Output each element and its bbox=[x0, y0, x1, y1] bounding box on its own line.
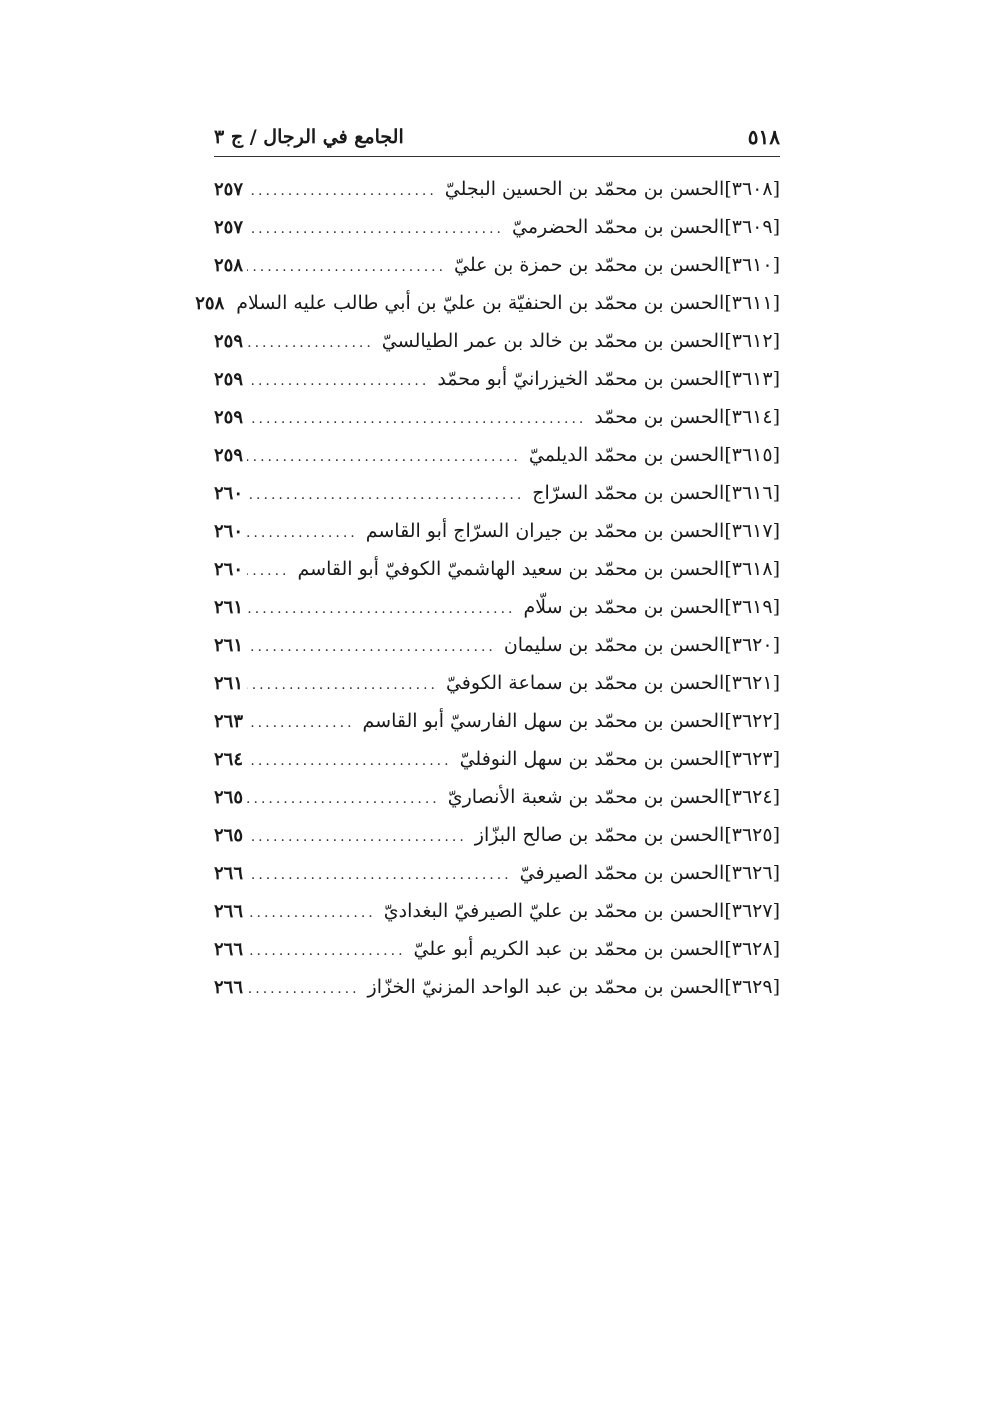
dot-leader bbox=[247, 552, 289, 590]
entry-page: ٢٦٦ bbox=[214, 863, 244, 884]
dot-leader bbox=[247, 742, 452, 780]
entry-title: الحسن بن محمّد بن سهل الفارسيّ أبو القاسم bbox=[362, 710, 725, 732]
running-title: الجامع في الرجال / ج ٣ bbox=[214, 126, 404, 148]
dot-leader bbox=[247, 818, 467, 856]
entry-number: [٣٦٢٦] bbox=[724, 862, 780, 884]
entry-page: ٢٥٩ bbox=[214, 331, 244, 352]
toc-entry bbox=[214, 512, 780, 550]
page-header bbox=[214, 122, 780, 152]
entry-title: الحسن بن محمّد بن سليمان bbox=[503, 634, 725, 656]
entry-page: ٢٦٦ bbox=[214, 977, 244, 998]
dot-leader bbox=[247, 628, 496, 666]
dot-leader bbox=[247, 970, 360, 1008]
entry-number: [٣٦٠٨] bbox=[724, 178, 780, 200]
page-number: ٥١٨ bbox=[747, 125, 780, 149]
entry-page: ٢٥٧ bbox=[214, 217, 244, 238]
entry-number: [٣٦٢٠] bbox=[724, 634, 780, 656]
entry-number: [٣٦٢١] bbox=[724, 672, 780, 694]
entry-title: الحسن بن محمّد بن سعيد الهاشميّ الكوفيّ أبو القاسم bbox=[297, 558, 725, 580]
entry-page: ٢٦٤ bbox=[214, 749, 244, 770]
entry-title: الحسن بن محمّد الخيزرانيّ أبو محمّد bbox=[437, 368, 725, 390]
entry-number: [٣٦٢٨] bbox=[724, 938, 780, 960]
entry-title: الحسن بن محمّد بن الحنفيّة بن عليّ بن أبي طالب عليه السلام bbox=[236, 292, 725, 314]
entry-number: [٣٦٢٩] bbox=[724, 976, 780, 998]
entry-title: الحسن بن محمّد بن سماعة الكوفيّ bbox=[445, 672, 725, 694]
toc-entry bbox=[214, 626, 780, 664]
dot-leader bbox=[247, 438, 521, 476]
entry-title: الحسن بن محمّد بن خالد بن عمر الطيالسيّ bbox=[381, 330, 725, 352]
dot-leader bbox=[247, 666, 438, 704]
entry-number: [٣٦٢٤] bbox=[724, 786, 780, 808]
entry-title: الحسن بن محمّد الديلميّ bbox=[528, 444, 725, 466]
entry-page: ٢٦٥ bbox=[214, 825, 244, 846]
entry-title: الحسن بن محمّد الحضرميّ bbox=[512, 216, 725, 238]
entry-number: [٣٦٢٢] bbox=[724, 710, 780, 732]
entry-title: الحسن بن محمّد بن عبد الواحد المزنيّ الخزّاز bbox=[367, 976, 725, 998]
entry-title: الحسن بن محمّد بن سلّام bbox=[523, 596, 725, 618]
dot-leader bbox=[247, 590, 515, 628]
entry-number: [٣٦١٢] bbox=[724, 330, 780, 352]
entry-number: [٣٦١٨] bbox=[724, 558, 780, 580]
toc-entry bbox=[214, 246, 780, 284]
toc-entry bbox=[214, 360, 780, 398]
entry-title: الحسن بن محمّد السرّاج bbox=[532, 482, 725, 504]
entry-page: ٢٥٧ bbox=[214, 179, 244, 200]
dot-leader bbox=[247, 514, 358, 552]
entry-number: [٣٦١١] bbox=[724, 292, 780, 314]
toc-entry bbox=[214, 740, 780, 778]
dot-leader bbox=[247, 400, 586, 438]
entry-page: ٢٥٩ bbox=[214, 445, 244, 466]
entry-title: الحسن بن محمّد بن صالح البزّاز bbox=[474, 824, 725, 846]
entry-number: [٣٦٢٥] bbox=[724, 824, 780, 846]
toc-entry bbox=[195, 284, 780, 322]
toc-entry bbox=[214, 208, 780, 246]
entry-number: [٣٦١٩] bbox=[724, 596, 780, 618]
entry-page: ٢٦٠ bbox=[214, 521, 244, 542]
toc-entry bbox=[214, 170, 780, 208]
dot-leader bbox=[247, 856, 512, 894]
entry-page: ٢٥٩ bbox=[214, 369, 244, 390]
dot-leader bbox=[247, 324, 374, 362]
toc-entry bbox=[214, 398, 780, 436]
entry-number: [٣٦١٤] bbox=[724, 406, 780, 428]
dot-leader bbox=[247, 780, 440, 818]
toc-entry bbox=[214, 854, 780, 892]
entry-number: [٣٦١٠] bbox=[724, 254, 780, 276]
entry-title: الحسن بن محمّد بن سهل النوفليّ bbox=[459, 748, 725, 770]
entry-page: ٢٦١ bbox=[214, 673, 244, 694]
entry-title: الحسن بن محمّد بن شعبة الأنصاريّ bbox=[447, 786, 725, 808]
entry-page: ٢٥٩ bbox=[214, 407, 244, 428]
toc-entry bbox=[214, 588, 780, 626]
entry-number: [٣٦١٦] bbox=[724, 482, 780, 504]
dot-leader bbox=[247, 210, 504, 248]
dot-leader bbox=[247, 932, 406, 970]
entry-number: [٣٦٢٧] bbox=[724, 900, 780, 922]
entry-title: الحسن بن محمّد بن الحسين البجليّ bbox=[444, 178, 725, 200]
entry-page: ٢٦١ bbox=[214, 597, 244, 618]
entry-page: ٢٦٠ bbox=[214, 559, 244, 580]
entry-number: [٣٦١٣] bbox=[724, 368, 780, 390]
entry-page: ٢٦٥ bbox=[214, 787, 244, 808]
dot-leader bbox=[247, 248, 446, 286]
entry-title: الحسن بن محمّد بن جيران السرّاج أبو القاسم bbox=[365, 520, 725, 542]
toc-entry bbox=[214, 892, 780, 930]
entry-page: ٢٦١ bbox=[214, 635, 244, 656]
entry-title: الحسن بن محمّد بن عبد الكريم أبو عليّ bbox=[413, 938, 725, 960]
toc-entry bbox=[214, 322, 780, 360]
entry-page: ٢٥٨ bbox=[195, 293, 225, 314]
dot-leader bbox=[247, 894, 376, 932]
dot-leader bbox=[247, 476, 524, 514]
entry-title: الحسن بن محمّد الصيرفيّ bbox=[519, 862, 725, 884]
entry-number: [٣٦١٧] bbox=[724, 520, 780, 542]
dot-leader bbox=[247, 362, 429, 400]
toc-entry bbox=[214, 550, 780, 588]
entry-number: [٣٦١٥] bbox=[724, 444, 780, 466]
toc-entry bbox=[214, 474, 780, 512]
entry-page: ٢٦٣ bbox=[214, 711, 244, 732]
toc-entry bbox=[214, 816, 780, 854]
entry-number: [٣٦٠٩] bbox=[724, 216, 780, 238]
dot-leader bbox=[247, 172, 437, 210]
toc-entry bbox=[214, 664, 780, 702]
entry-page: ٢٦٦ bbox=[214, 939, 244, 960]
entry-page: ٢٦٦ bbox=[214, 901, 244, 922]
entry-page: ٢٥٨ bbox=[214, 255, 244, 276]
entry-title: الحسن بن محمّد bbox=[594, 406, 725, 428]
entry-title: الحسن بن محمّد بن حمزة بن عليّ bbox=[454, 254, 725, 276]
toc-entry bbox=[214, 702, 780, 740]
toc-entry bbox=[214, 968, 780, 1006]
toc-entry bbox=[214, 930, 780, 968]
table-of-contents bbox=[195, 170, 780, 1006]
dot-leader bbox=[247, 704, 355, 742]
toc-entry bbox=[214, 778, 780, 816]
entry-title: الحسن بن محمّد بن عليّ الصيرفيّ البغداديّ bbox=[383, 900, 725, 922]
entry-page: ٢٦٠ bbox=[214, 483, 244, 504]
toc-entry bbox=[214, 436, 780, 474]
entry-number: [٣٦٢٣] bbox=[724, 748, 780, 770]
header-rule bbox=[214, 156, 780, 157]
